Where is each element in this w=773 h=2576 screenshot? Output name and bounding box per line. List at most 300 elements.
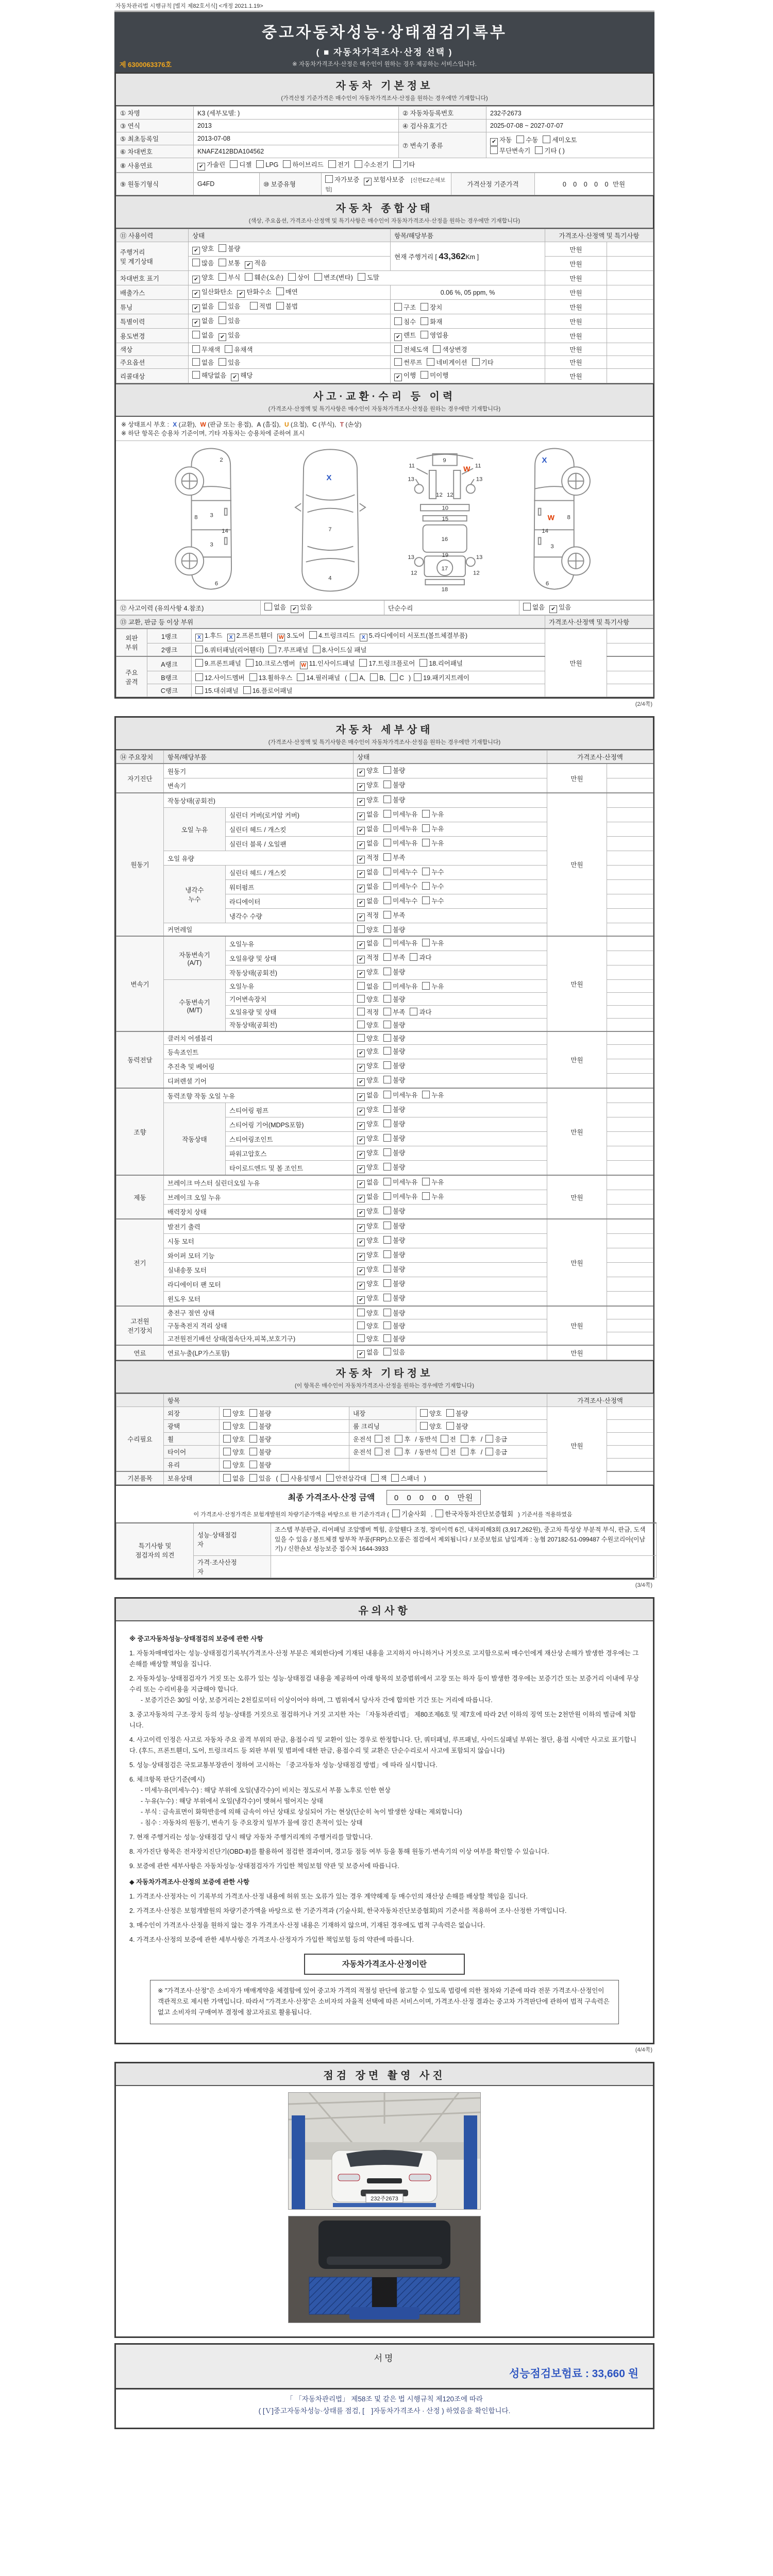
checkbox — [375, 1448, 382, 1455]
checkbox-option: 누유 — [422, 838, 444, 848]
checkbox-option: 전 — [375, 1434, 390, 1444]
checkbox — [383, 968, 391, 975]
svg-text:10: 10 — [442, 505, 449, 512]
checkbox-option: 미세누유 — [383, 809, 417, 819]
checkbox — [223, 1422, 231, 1430]
item-cell: 0.06 %, 05 ppm, % — [391, 285, 545, 300]
status-cell — [354, 1045, 547, 1059]
checkbox — [427, 358, 434, 366]
checkbox-option: 양호 — [357, 1334, 379, 1343]
checkbox-option: ✔ 없음 — [192, 316, 214, 327]
checkbox — [433, 345, 441, 353]
checkbox-option: 양호 — [357, 1033, 379, 1043]
status-cell — [354, 808, 547, 822]
note-cell — [607, 671, 653, 684]
checkbox: ✔ — [357, 1195, 365, 1202]
legend-symbol: X — [173, 421, 177, 428]
checkbox-option: 불량 — [219, 244, 240, 253]
signature-title: 서명 — [374, 2353, 395, 2363]
status-cell — [354, 1059, 547, 1074]
checkbox — [435, 1510, 443, 1517]
note-cell — [607, 1031, 653, 1045]
caution-number: 3. — [129, 1710, 135, 1718]
checkbox — [219, 259, 226, 266]
checkbox — [490, 146, 498, 154]
checkbox — [249, 1461, 257, 1468]
checkbox — [392, 1510, 400, 1517]
inspection-insurance-fee: 성능점검보험료 : 33,660 원 — [509, 2367, 638, 2380]
accident-history-title: 사고·교환·수리 등 이력 — [313, 391, 456, 402]
status-cell — [354, 851, 547, 866]
checkbox-option: 과다 — [410, 1007, 431, 1016]
device-group-label: 제동 — [116, 1175, 164, 1219]
checkbox-option: 양호 — [357, 1321, 379, 1330]
checkbox — [192, 358, 200, 366]
report-note: ※ 자동차가격조사·산정은 매수인이 원하는 경우 제공하는 서비스입니다. — [292, 61, 477, 67]
checkbox — [446, 1409, 454, 1417]
item-cell: 기어변속장치 — [226, 993, 354, 1006]
status-cell — [354, 837, 547, 851]
detail-status-subtitle: (가격조사·산정액 및 특기사항은 매수인이 자동차가격조사·산정을 원하는 경우에만 기재합니다) — [268, 739, 501, 745]
checkbox: ✔ — [357, 1093, 365, 1101]
price-cell: 만원 — [547, 1031, 607, 1088]
checkbox-option: ✔ 양호 — [357, 1235, 379, 1246]
checkbox — [249, 1448, 257, 1455]
caution-subitem: - 보증기간은 30일 이상, 보증거리는 2천킬로미터 이상이어야 하며, 그 범위에서 당사자 간에 합의한 기간 또는 거리에 따릅니다. — [141, 1696, 493, 1704]
checkbox-option: ✔ 양호 — [357, 1293, 379, 1304]
checkbox-option: 불량 — [446, 1409, 468, 1418]
checkbox: ✔ — [357, 870, 365, 878]
checkbox-option: 누수 — [422, 896, 444, 905]
checkbox-option: 14.필러패널 — [297, 673, 340, 682]
price-cell: 만원 — [545, 629, 607, 697]
checkbox-option: 불량 — [383, 1321, 405, 1330]
checkbox — [383, 896, 391, 904]
accident-flag-table — [116, 600, 653, 615]
checkbox-option: 누유 — [422, 809, 444, 819]
item-cell: 냉각수 누수 — [164, 866, 226, 923]
base-price-label: 가격산정 기준가격 — [451, 173, 535, 195]
vin-value: KNAFZ412BDA104562 — [194, 145, 399, 158]
checkbox-option: ✔ 양호 — [192, 273, 214, 283]
checkbox-option: ✔ 있음 — [291, 602, 312, 613]
checkbox — [281, 1474, 289, 1482]
checkbox-option: 스패너 — [391, 1473, 419, 1483]
caution-item: 7. 현재 주행거리는 성능·상태점검 당시 해당 자동차 주행거리계의 주행거리를 말합니다. — [129, 1833, 373, 1841]
checkbox: ✔ — [357, 1224, 365, 1232]
mark-w-door: W — [547, 514, 555, 522]
item-cell: 배력장치 상태 — [164, 1205, 354, 1219]
note-cell — [607, 1190, 653, 1205]
accident-history-label: ⑫ 사고이력 (유의사항 4.참조) — [116, 601, 261, 615]
checkbox — [395, 1448, 402, 1455]
document-number: 제 6300063376호 — [120, 61, 172, 69]
note-cell — [607, 1459, 653, 1472]
checkbox-option: 응급 — [485, 1434, 507, 1444]
photos-title: 점검 장면 촬영 사진 — [323, 2070, 446, 2081]
checkbox: ✔ — [357, 1296, 365, 1304]
checkbox — [383, 853, 391, 861]
status-cell — [354, 1332, 547, 1346]
checkbox-option: 기타 ( ) — [535, 146, 564, 155]
checkbox-option: 화재 — [421, 317, 442, 326]
checkbox — [350, 673, 358, 681]
status-cell — [354, 1006, 547, 1019]
caution-item: 1. 가격조사·산정자는 이 기록부의 가격조사·산정 내용에 허위 또는 오류가 있는 경우 계약해제 등 매수인의 재산상 손해를 배상할 책임을 집니다. — [129, 1892, 528, 1900]
checkbox-option: ✔ 적정 — [357, 853, 379, 863]
column-header: ⑪ 사용이력 — [116, 229, 189, 242]
checkbox — [516, 135, 524, 143]
checkbox — [383, 1134, 391, 1142]
status-cell — [220, 1433, 349, 1446]
other-info-header — [116, 1360, 653, 1394]
checkbox — [414, 673, 422, 681]
checkbox — [410, 1008, 417, 1015]
checkbox-option: 변조(변타) — [314, 273, 353, 282]
checkbox-option: 7.루프패널 — [268, 645, 308, 654]
checkbox — [370, 673, 378, 681]
checkbox-option: 없음 — [264, 602, 286, 612]
price-cell: 만원 — [545, 285, 607, 300]
checkbox-option: 자가보증 — [325, 175, 359, 184]
inline-text — [245, 303, 246, 310]
final-price-value: 0 0 0 0 0 만원 — [386, 1490, 481, 1505]
status-cell — [416, 1407, 547, 1420]
page-footer: (2/4쪽) — [635, 701, 652, 707]
checkbox — [383, 1222, 391, 1229]
checkbox — [249, 1409, 257, 1417]
item-cell: 워터펌프 — [226, 880, 354, 894]
checkbox-option: 무단변속기 — [490, 146, 530, 155]
status-cell — [354, 894, 547, 909]
price-cell: 만원 — [545, 343, 607, 356]
status-cell — [354, 1234, 547, 1248]
checkbox — [383, 1207, 391, 1214]
svg-text:6: 6 — [545, 581, 549, 587]
status-cell — [349, 1446, 547, 1459]
checkbox — [383, 1008, 391, 1015]
note-cell — [607, 1420, 653, 1433]
caution-item: 4. 사고이력 인정은 사고로 자동차 주요 골격 부위의 판금, 용접수리 및 교환이 있는 경우로 한정합니다. 단, 쿼터패널, 루프패널, 사이드실패널 부위는 절단, 용접 시에만 사고로 표기합니다. (후드, 프론트휀더, 도어, 트렁크리드 등 외판 부위 및 범퍼에 대한 판금, 용접수리 및 교환은 단순수리로서 사고에 포함되지 않습니다) — [129, 1736, 637, 1754]
item-cell: 디퍼렌셜 기어 — [164, 1074, 354, 1089]
checkbox-option: 상이 — [288, 273, 310, 282]
checkbox — [357, 1334, 365, 1342]
note-cell — [607, 866, 653, 880]
checkbox-option: 불량 — [446, 1421, 468, 1431]
checkbox — [421, 331, 428, 338]
status-cell — [354, 880, 547, 894]
checkbox-option: 있음 — [219, 316, 240, 325]
note-cell — [607, 629, 653, 643]
note-cell — [607, 1345, 653, 1360]
checkbox — [359, 659, 367, 667]
checkbox — [383, 1061, 391, 1069]
checkbox-option: ✔ 일산화탄소 — [192, 287, 232, 298]
checkbox: ✔ — [357, 1209, 365, 1217]
rank-label: 1랭크 — [147, 629, 192, 643]
checkbox-option: 누유 — [422, 938, 444, 947]
checkbox-option: A, — [350, 673, 365, 682]
item-cell: 구동축전지 격리 상태 — [164, 1319, 354, 1332]
other-info-table — [116, 1394, 653, 1485]
basic-info-title: 자동차 기본정보 — [335, 80, 433, 92]
checkbox: ✔ — [357, 1049, 365, 1057]
checkbox — [383, 995, 391, 1003]
status-cell — [416, 1420, 547, 1433]
caution-subitem: - 누유(누수) : 해당 부위에서 오일(냉각수)이 맺혀서 떨어지는 상태 — [141, 1797, 323, 1805]
checkbox — [195, 659, 203, 667]
checkbox: ✔ — [245, 261, 253, 269]
row-label: 리콜대상 — [116, 369, 189, 383]
item-cell: 파워고압호스 — [226, 1146, 354, 1161]
report-title-band — [114, 12, 654, 72]
checkbox: ✔ — [357, 1239, 365, 1246]
panel-group-label: 주요 골격 — [116, 656, 147, 697]
svg-text:19: 19 — [442, 552, 449, 559]
detail-status-header — [116, 718, 653, 750]
checkbox-option: 불량 — [383, 1162, 405, 1172]
checkbox-option: 수동 — [516, 135, 538, 144]
legend-desc: (부식), — [316, 421, 337, 428]
rank-label: A랭크 — [147, 656, 192, 671]
checkbox: X — [227, 634, 235, 641]
svg-text:12: 12 — [411, 570, 417, 577]
item-cell — [391, 356, 545, 369]
checkbox: ✔ — [231, 374, 239, 381]
checkbox — [383, 1178, 391, 1185]
other-info-title: 자동차 기타정보 — [335, 1368, 433, 1379]
checkbox-option: ✔ 양호 — [357, 780, 379, 791]
checkbox — [383, 1321, 391, 1329]
checkbox-option: 양호 — [223, 1409, 245, 1418]
checkbox — [383, 1047, 391, 1055]
checkbox — [357, 1321, 365, 1329]
item-cell — [391, 314, 545, 329]
checkbox — [383, 1265, 391, 1273]
report-subtitle: ( ■ 자동차가격조사·산정 선택 ) — [316, 47, 453, 57]
item-cell: 브레이크 오일 누유 — [164, 1190, 354, 1205]
note-cell — [607, 1332, 653, 1346]
checkbox-option: ✔ 양호 — [357, 1075, 379, 1086]
field-label: ⑥ 차대번호 — [116, 145, 194, 158]
checkbox-option: LPG — [256, 160, 278, 168]
note-cell — [607, 965, 653, 980]
caution-subitem: - 침수 : 자동차의 원동기, 변속기 등 주요장치 일부가 물에 잠긴 흔적이 있는 상태 — [141, 1819, 363, 1826]
checkbox-option: 장치 — [421, 302, 442, 312]
checkbox-option: ✔ 탄화수소 — [237, 287, 271, 298]
item-cell: 오일 유량 — [164, 851, 354, 866]
item-cell: 와이퍼 모터 기능 — [164, 1248, 354, 1263]
checkbox — [357, 995, 365, 1003]
svg-text:13: 13 — [476, 476, 483, 483]
checkbox — [219, 316, 226, 324]
item-label: 휠 — [164, 1433, 220, 1446]
checkbox — [421, 371, 428, 379]
license-plate-text: 232주2673 — [371, 2195, 398, 2202]
item-cell: 작동상태(공회전) — [164, 793, 354, 808]
status-cell — [354, 1088, 547, 1103]
checkbox — [358, 273, 365, 281]
checkbox-option: 양호 — [357, 1308, 379, 1317]
basic-info-table-2 — [116, 173, 653, 195]
status-cell — [354, 1117, 547, 1132]
status-cell — [220, 1420, 349, 1433]
final-price-note — [116, 1508, 653, 1522]
checkbox: ✔ — [357, 1151, 365, 1159]
status-cell — [354, 1019, 547, 1032]
caution-number: 4. — [129, 1936, 135, 1943]
status-cell — [354, 923, 547, 937]
note-cell — [607, 993, 653, 1006]
device-group-label: 자기진단 — [116, 764, 164, 793]
checkbox-option: 불량 — [383, 1046, 405, 1056]
checkbox — [383, 1294, 391, 1301]
checkbox-option: ✔ 없음 — [192, 301, 214, 312]
checkbox-option: 누수 — [422, 882, 444, 891]
checkbox — [485, 1448, 493, 1455]
checkbox — [256, 160, 264, 168]
checkbox-option: 사용설명서 — [281, 1473, 321, 1483]
device-group-label: 조향 — [116, 1088, 164, 1175]
caution-item: 2. 가격조사·산정은 보험개발원의 차량기준가액을 바탕으로 한 기준가격과 (기술사회, 한국자동차진단보증협회)의 기준서를 적용하여 조사·산정한 가액입니다. — [129, 1907, 567, 1914]
checkbox-option: 전체도색 — [394, 345, 428, 354]
remarks-author: 성능·상태점검 자 — [194, 1523, 271, 1555]
checkbox-option: 미세누수 — [383, 867, 417, 876]
item-cell: 실린더 블록 / 오일팬 — [226, 837, 354, 851]
checkbox — [383, 795, 391, 803]
checkbox — [419, 659, 427, 667]
row-label: 색상 — [116, 343, 189, 356]
checkbox-option: ✔ 없음 — [357, 882, 379, 892]
caution-item: 3. 중고자동차의 구조·장치 등의 성능·상태를 거짓으로 점검하거나 거짓 고지한 자는 「자동차관리법」 제80조제6호 및 제7호에 따라 2년 이하의 징역 또는 2천만원 이하의 벌금에 처합니다. — [129, 1710, 636, 1729]
note-cell — [607, 764, 653, 778]
caution-item: 8. 자가진단 항목은 전자장치진단기(OBD-Ⅱ)를 활용하여 점검한 결과이며, 경고등 점등 여부 등을 통해 원동기·변속기의 이상 여부를 확인할 수 있습니다. — [129, 1848, 549, 1855]
exchange-panel-table — [116, 615, 653, 697]
checkbox — [394, 317, 402, 325]
checkbox — [383, 939, 391, 946]
note-cell — [607, 1088, 653, 1103]
item-label: 보유상태 — [164, 1471, 220, 1485]
price-cell: 만원 — [545, 369, 607, 383]
status-cell — [354, 909, 547, 923]
note-cell — [607, 936, 653, 951]
checkbox-option: 불량 — [383, 1033, 405, 1043]
checkbox: ✔ — [357, 1108, 365, 1115]
note-cell — [607, 1006, 653, 1019]
checkbox — [192, 345, 200, 353]
panel-parts-cell — [192, 671, 545, 684]
device-group-label: 전기 — [116, 1219, 164, 1306]
checkbox: ✔ — [357, 1122, 365, 1130]
confirmation-line1: 「 「자동차관리법」 제58조 및 같은 법 시행규칙 제120조에 따라 — [286, 2395, 483, 2403]
checkbox — [383, 1034, 391, 1042]
checkbox — [421, 303, 428, 311]
checkbox-option: ✔ 보험사보증 — [364, 175, 404, 185]
checkbox-option: 전 — [441, 1447, 456, 1456]
note-cell — [607, 329, 653, 343]
checkbox — [383, 1279, 391, 1287]
note-cell — [607, 1277, 653, 1292]
checkbox — [394, 345, 402, 353]
checkbox-option: ✔ 양호 — [357, 1162, 379, 1173]
checkbox — [383, 882, 391, 890]
field-label: ⑦ 변속기 종류 — [399, 132, 486, 158]
status-cell — [354, 764, 547, 778]
panel-parts-cell — [192, 684, 545, 697]
accident-history-subtitle: (가격조사·산정액 및 특기사항은 매수인이 자동차가격조사·산정을 원하는 경우에만 기재합니다) — [268, 406, 501, 412]
legend-symbol: T — [340, 421, 344, 428]
svg-text:13: 13 — [476, 554, 483, 561]
checkbox-option: 미세누유 — [383, 981, 417, 991]
checkbox — [523, 603, 531, 611]
note-cell — [607, 808, 653, 822]
item-cell: 윈도우 모터 — [164, 1292, 354, 1307]
checkbox-option: X 1.후드 — [195, 631, 223, 641]
checkbox-option: 13.휠하우스 — [249, 673, 293, 682]
status-cell — [189, 369, 391, 383]
checkbox-option: 미이행 — [421, 370, 448, 380]
first-registration-value: 2013-07-08 — [194, 132, 399, 145]
item-cell: 고전원전기배선 상태(접속단자,피복,보호기구) — [164, 1332, 354, 1346]
checkbox — [325, 175, 333, 183]
item-cell: 시동 모터 — [164, 1234, 354, 1248]
checkbox — [422, 839, 430, 846]
field-label: ③ 연식 — [116, 120, 194, 132]
status-cell — [354, 1031, 547, 1045]
checkbox-option: 17.트렁크플로어 — [359, 658, 415, 668]
item-cell: 연료누출(LP가스포함) — [164, 1345, 354, 1360]
price-cell: 만원 — [547, 1407, 607, 1485]
checkbox — [357, 1034, 365, 1042]
checkbox-option: 부족 — [383, 1007, 405, 1016]
row-label: 용도변경 — [116, 329, 189, 343]
checkbox: ✔ — [357, 1282, 365, 1290]
checkbox: ✔ — [357, 798, 365, 806]
status-cell — [354, 1074, 547, 1089]
overall-status-table — [116, 229, 653, 383]
rank-label: 2랭크 — [147, 643, 192, 657]
accident-history-value — [261, 601, 384, 615]
row-label: 주행거리 및 계기상태 — [116, 242, 189, 271]
item-label: 내장 — [349, 1407, 416, 1420]
checkbox — [383, 1105, 391, 1113]
item-cell: 실린더 헤드 / 개스킷 — [226, 866, 354, 880]
svg-text:11: 11 — [475, 463, 481, 469]
note-cell — [607, 314, 653, 329]
note-cell — [607, 1103, 653, 1117]
item-cell: 오일유량 및 상태 — [226, 951, 354, 965]
mileage-cell: 현재 주행거리 [ 43,362Km ] — [391, 242, 545, 271]
checkbox-option: 해당없음 — [192, 370, 226, 380]
checkbox-option: 영업용 — [421, 330, 448, 340]
caution-subitem: - 부식 : 금속표면이 화학반응에 의해 금속이 아닌 상태로 상실되어 가는 현상(단순히 녹이 발생한 상태는 제외합니다) — [141, 1808, 462, 1816]
item-cell: 커먼레일 — [164, 923, 354, 937]
row-label: 주요옵션 — [116, 356, 189, 369]
checkbox-option: 18.리어패널 — [419, 658, 463, 668]
checkbox — [446, 1422, 454, 1430]
checkbox — [383, 1309, 391, 1316]
checkbox-option: 누유 — [422, 981, 444, 991]
device-group-label: 고전원 전기장치 — [116, 1306, 164, 1345]
checkbox-option: 있음 — [219, 358, 240, 367]
status-cell — [189, 356, 391, 369]
status-cell — [354, 1103, 547, 1117]
checkbox: ✔ — [357, 812, 365, 820]
status-cell — [189, 329, 391, 343]
mark-w-inside-panel: W — [463, 465, 470, 473]
checkbox-option: C — [390, 673, 404, 682]
checkbox — [441, 1448, 448, 1455]
